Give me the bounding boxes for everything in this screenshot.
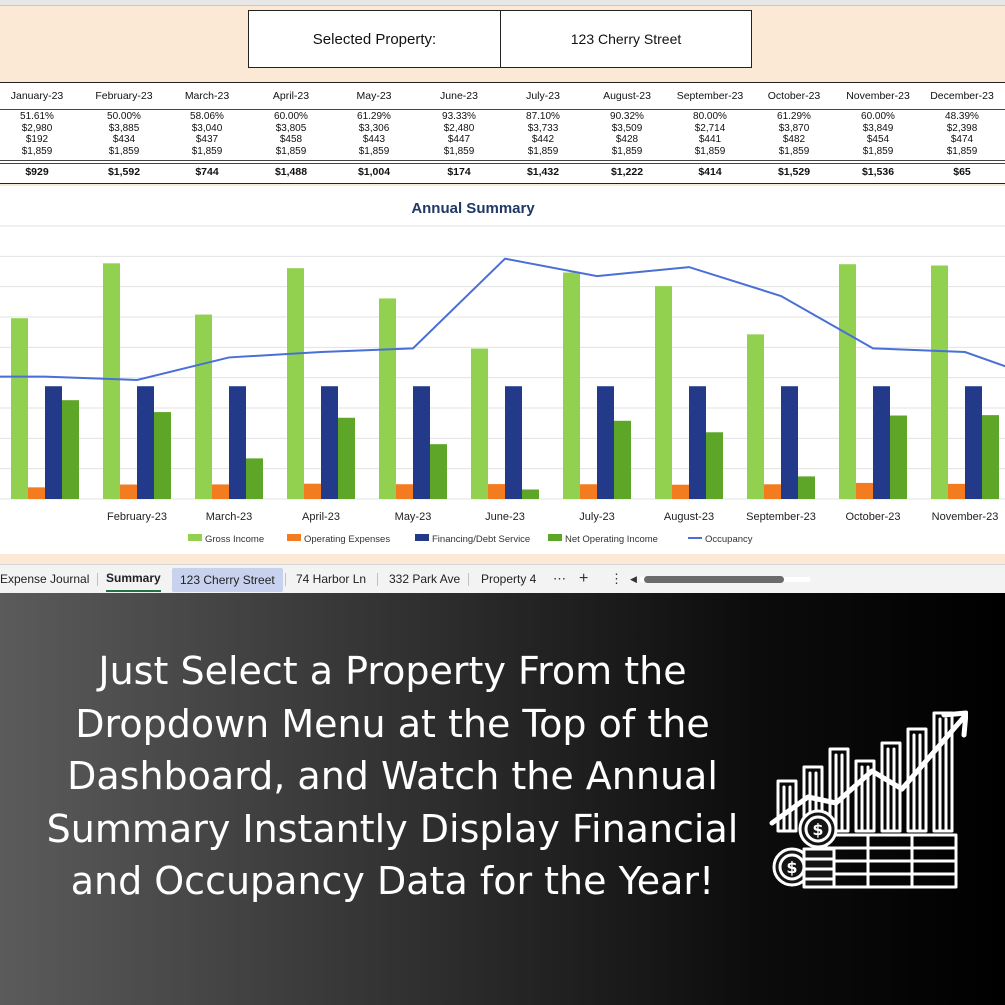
bar-financing-debt-service xyxy=(229,386,246,499)
bar-operating-expenses xyxy=(304,484,321,499)
table-cell: $2,714 xyxy=(694,122,726,134)
bar-gross-income xyxy=(931,265,948,499)
bar-net-operating-income xyxy=(338,418,355,499)
table-cell: 48.39% xyxy=(945,111,979,122)
table-cell: $1,859 xyxy=(862,145,894,157)
month-header: October-23 xyxy=(767,90,821,102)
table-cell: $3,849 xyxy=(862,122,894,134)
legend-swatch xyxy=(548,534,562,541)
total-cell: $1,004 xyxy=(357,166,391,178)
bar-gross-income xyxy=(655,286,672,499)
promo-line: Dashboard, and Watch the Annual xyxy=(67,754,718,798)
x-tick-label: September-23 xyxy=(746,511,816,523)
x-tick-label: October-23 xyxy=(845,511,901,523)
tab-separator xyxy=(377,573,378,586)
promo-line: Dropdown Menu at the Top of the xyxy=(75,701,710,746)
total-cell: $1,432 xyxy=(526,166,560,178)
legend-label: Net Operating Income xyxy=(565,534,658,545)
table-cell: $442 xyxy=(531,134,555,145)
bar-operating-expenses xyxy=(948,484,965,499)
total-cell: $65 xyxy=(953,166,971,178)
table-cell: $1,859 xyxy=(443,145,475,157)
total-cell: $174 xyxy=(447,166,471,178)
bar-financing-debt-service xyxy=(689,386,706,499)
month-header: September-23 xyxy=(676,90,744,102)
bar-net-operating-income xyxy=(430,444,447,499)
tab-property-4[interactable]: Property 4 xyxy=(481,572,537,586)
table-cell: $447 xyxy=(447,134,471,145)
table-cell: 80.00% xyxy=(693,111,727,122)
table-cell: $3,040 xyxy=(191,122,223,134)
bar-net-operating-income xyxy=(614,421,631,499)
table-cell: 50.00% xyxy=(107,111,141,122)
bar-financing-debt-service xyxy=(505,386,522,499)
sheet-tabs-bar xyxy=(0,564,1005,593)
chart-svg xyxy=(0,186,1005,554)
table-cell: $3,805 xyxy=(275,122,307,134)
table-cell: 58.06% xyxy=(190,111,224,122)
total-cell: $414 xyxy=(698,166,722,178)
total-cell: $1,529 xyxy=(777,166,811,178)
x-tick-label: April-23 xyxy=(302,511,340,523)
vertical-dots-icon[interactable]: ⋮ xyxy=(610,571,623,586)
month-header: May-23 xyxy=(356,90,392,102)
month-header: February-23 xyxy=(95,90,153,102)
bar-net-operating-income xyxy=(798,476,815,499)
table-cell: 60.00% xyxy=(861,111,895,122)
table-cell: 60.00% xyxy=(274,111,308,122)
table-cell: $3,870 xyxy=(778,122,810,134)
divider xyxy=(0,163,1005,164)
bar-net-operating-income xyxy=(154,412,171,499)
x-tick-label: July-23 xyxy=(579,511,615,523)
triangle-left-icon[interactable]: ◀ xyxy=(630,573,637,584)
tab-separator xyxy=(97,573,98,586)
promo-banner xyxy=(0,593,1005,1005)
column-header-strip xyxy=(0,0,1005,6)
x-tick-label: March-23 xyxy=(205,511,253,523)
promo-line: Summary Instantly Display Financial xyxy=(46,806,739,851)
x-tick-label: November-23 xyxy=(931,511,999,523)
month-header: January-23 xyxy=(10,90,64,102)
month-header: March-23 xyxy=(184,90,230,102)
month-header: June-23 xyxy=(440,90,478,102)
bar-financing-debt-service xyxy=(321,386,338,499)
table-cell: $458 xyxy=(279,134,303,145)
total-cell: $1,536 xyxy=(861,166,895,178)
table-cell: $454 xyxy=(866,134,890,145)
legend-swatch xyxy=(287,534,301,541)
bar-net-operating-income xyxy=(62,400,79,499)
selector-label: Selected Property: xyxy=(249,11,501,67)
total-cell: $1,592 xyxy=(107,166,141,178)
table-cell: $1,859 xyxy=(358,145,390,157)
table-cell: 90.32% xyxy=(610,111,644,122)
table-cell: $474 xyxy=(950,134,974,145)
tab-separator xyxy=(285,573,286,586)
legend-label: Gross Income xyxy=(205,534,265,545)
table-cell: $1,859 xyxy=(946,145,978,157)
bar-net-operating-income xyxy=(982,415,999,499)
bar-gross-income xyxy=(379,298,396,499)
horizontal-scrollbar[interactable] xyxy=(644,576,784,583)
bar-financing-debt-service xyxy=(137,386,154,499)
table-cell: 61.29% xyxy=(777,111,811,122)
legend-label: Operating Expenses xyxy=(304,534,391,545)
plus-icon[interactable]: + xyxy=(579,570,589,587)
bar-financing-debt-service xyxy=(965,386,982,499)
bar-net-operating-income xyxy=(890,416,907,499)
legend-label: Occupancy xyxy=(705,534,753,545)
growth-chart-coins-icon xyxy=(768,701,968,891)
bar-net-operating-income xyxy=(706,432,723,499)
bar-financing-debt-service xyxy=(781,386,798,499)
table-cell: $2,980 xyxy=(21,122,53,134)
table-cell: $441 xyxy=(698,134,722,145)
bar-operating-expenses xyxy=(212,484,229,499)
bar-operating-expenses xyxy=(580,484,597,499)
divider xyxy=(0,160,1005,161)
table-cell: $1,859 xyxy=(527,145,559,157)
bar-gross-income xyxy=(563,273,580,499)
x-tick-label: June-23 xyxy=(485,511,525,523)
month-header: August-23 xyxy=(603,90,651,102)
bar-operating-expenses xyxy=(856,483,873,499)
bar-operating-expenses xyxy=(488,484,505,499)
chart-title: Annual Summary xyxy=(411,200,535,217)
property-dropdown[interactable]: 123 Cherry Street xyxy=(570,31,682,47)
bar-gross-income xyxy=(287,268,304,499)
legend-label: Financing/Debt Service xyxy=(432,534,531,545)
table-cell: $1,859 xyxy=(108,145,140,157)
table-cell: $443 xyxy=(362,134,386,145)
bar-gross-income xyxy=(471,349,488,499)
bar-gross-income xyxy=(195,315,212,499)
x-tick-label: February-23 xyxy=(107,511,167,523)
month-header: November-23 xyxy=(846,90,910,102)
tab-74-harbor-ln[interactable]: 74 Harbor Ln xyxy=(296,572,367,586)
table-cell: 61.29% xyxy=(357,111,391,122)
table-cell: $1,859 xyxy=(611,145,643,157)
total-cell: $1,488 xyxy=(274,166,308,178)
promo-line: and Occupancy Data for the Year! xyxy=(70,859,715,903)
tab-expense-journal[interactable]: Expense Journal xyxy=(0,572,90,586)
property-selector xyxy=(248,10,752,68)
table-cell: $2,480 xyxy=(443,122,475,134)
table-cell: $1,859 xyxy=(21,145,53,157)
legend-swatch xyxy=(188,534,202,541)
month-header: July-23 xyxy=(526,90,560,102)
bar-operating-expenses xyxy=(396,484,413,499)
table-cell: $482 xyxy=(782,134,806,145)
table-cell: $1,859 xyxy=(191,145,223,157)
table-cell: 93.33% xyxy=(442,111,476,122)
tab-123-cherry-street[interactable]: 123 Cherry Street xyxy=(172,568,283,592)
bar-operating-expenses xyxy=(672,485,689,499)
table-cell: $3,509 xyxy=(611,122,643,134)
table-cell: $428 xyxy=(615,134,639,145)
svg-text:$: $ xyxy=(812,820,824,839)
annual-summary-chart xyxy=(0,186,1005,554)
bar-net-operating-income xyxy=(522,489,539,499)
promo-text xyxy=(20,645,765,908)
month-header: April-23 xyxy=(272,90,310,102)
monthly-table xyxy=(0,82,1005,184)
table-cell: $437 xyxy=(195,134,219,145)
bar-gross-income xyxy=(747,334,764,499)
table-cell: $1,859 xyxy=(694,145,726,157)
legend-swatch xyxy=(415,534,429,541)
total-cell: $744 xyxy=(195,166,219,178)
bar-operating-expenses xyxy=(764,484,781,499)
svg-text:$: $ xyxy=(786,858,798,877)
total-cell: $929 xyxy=(25,166,49,178)
table-cell: $1,859 xyxy=(275,145,307,157)
promo-line: Just Select a Property From the xyxy=(98,649,687,693)
total-cell: $1,222 xyxy=(610,166,644,178)
table-cell: 51.61% xyxy=(20,111,54,122)
bar-operating-expenses xyxy=(28,487,45,499)
month-header-row xyxy=(0,91,1005,105)
ellipsis-icon[interactable]: ⋯ xyxy=(553,571,566,586)
bar-gross-income xyxy=(11,318,28,499)
table-cell: $3,733 xyxy=(527,122,559,134)
bar-financing-debt-service xyxy=(873,386,890,499)
month-header: December-23 xyxy=(930,90,994,102)
table-cell: $3,306 xyxy=(358,122,390,134)
tab-summary[interactable]: Summary xyxy=(106,566,161,592)
bar-net-operating-income xyxy=(246,458,263,499)
x-tick-label: May-23 xyxy=(394,511,432,523)
x-tick-label: August-23 xyxy=(663,511,715,523)
bar-financing-debt-service xyxy=(597,386,614,499)
bar-gross-income xyxy=(103,263,120,499)
table-cell: 87.10% xyxy=(526,111,560,122)
tab-separator xyxy=(468,573,469,586)
table-cell: $1,859 xyxy=(778,145,810,157)
table-cell: $192 xyxy=(25,134,49,145)
table-cell: $434 xyxy=(112,134,136,145)
bar-gross-income xyxy=(839,264,856,499)
bar-financing xyxy=(45,386,62,499)
table-cell: $3,885 xyxy=(108,122,140,134)
table-cell: $2,398 xyxy=(946,122,978,134)
divider xyxy=(0,109,1005,110)
bar-financing-debt-service xyxy=(413,386,430,499)
tab-332-park-ave[interactable]: 332 Park Ave xyxy=(389,572,461,586)
bar-operating-expenses xyxy=(120,485,137,499)
